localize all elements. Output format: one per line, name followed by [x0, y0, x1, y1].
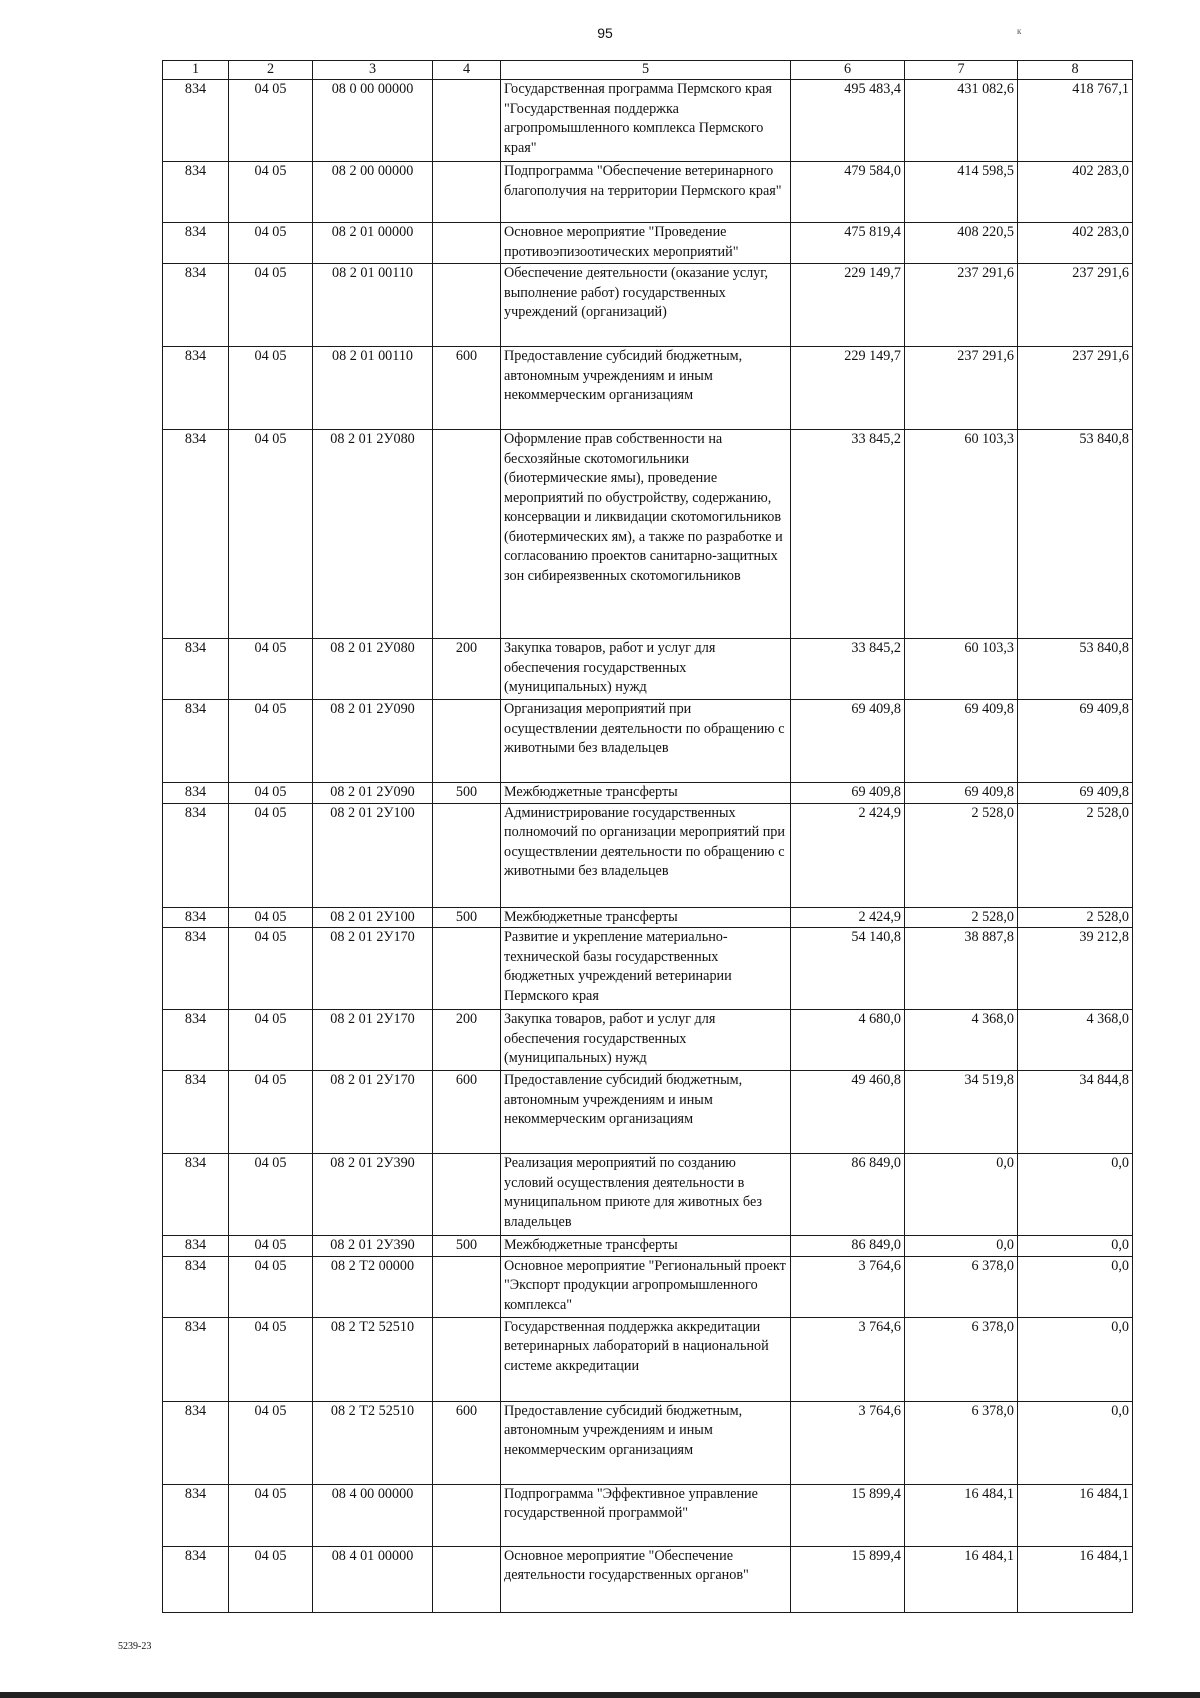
cell-value-2: 60 103,3 — [905, 430, 1018, 639]
cell-value-2: 34 519,8 — [905, 1071, 1018, 1154]
cell-vr — [433, 430, 501, 639]
cell-section: 04 05 — [229, 1236, 313, 1257]
cell-value-2: 16 484,1 — [905, 1546, 1018, 1612]
cell-value-2: 60 103,3 — [905, 639, 1018, 700]
cell-section: 04 05 — [229, 162, 313, 223]
cell-admin: 834 — [163, 162, 229, 223]
cell-value-1: 229 149,7 — [791, 347, 905, 430]
table-row — [163, 1256, 1133, 1317]
cell-value-2: 6 378,0 — [905, 1401, 1018, 1484]
cell-admin: 834 — [163, 803, 229, 907]
cell-admin: 834 — [163, 1256, 229, 1317]
cell-target: 08 2 01 2У390 — [313, 1236, 433, 1257]
document-code: 5239-23 — [118, 1641, 152, 1652]
cell-name: Реализация мероприятий по созданию условий осуществления деятельности в муниципальном приюте для животных без владельцев — [501, 1154, 791, 1236]
header-row — [163, 61, 1133, 80]
table-row — [163, 1236, 1133, 1257]
cell-section: 04 05 — [229, 347, 313, 430]
table-row — [163, 1546, 1133, 1612]
cell-name: Основное мероприятие "Проведение противоэпизоотических мероприятий" — [501, 223, 791, 264]
cell-value-2: 2 528,0 — [905, 907, 1018, 928]
cell-vr — [433, 80, 501, 162]
cell-value-1: 3 764,6 — [791, 1256, 905, 1317]
cell-section: 04 05 — [229, 1010, 313, 1071]
cell-admin: 834 — [163, 347, 229, 430]
cell-value-3: 39 212,8 — [1018, 928, 1133, 1010]
cell-admin: 834 — [163, 907, 229, 928]
cell-value-1: 3 764,6 — [791, 1317, 905, 1401]
cell-target: 08 2 01 2У080 — [313, 430, 433, 639]
cell-value-1: 495 483,4 — [791, 80, 905, 162]
cell-value-1: 4 680,0 — [791, 1010, 905, 1071]
cell-value-3: 418 767,1 — [1018, 80, 1133, 162]
cell-admin: 834 — [163, 80, 229, 162]
budget-table — [162, 60, 1133, 1613]
cell-name: Подпрограмма "Эффективное управление государственной программой" — [501, 1484, 791, 1546]
cell-value-2: 69 409,8 — [905, 700, 1018, 783]
cell-name: Оформление прав собственности на бесхозяйные скотомогильники (биотермические ямы), проведение мероприятий по обустройству, содержанию, консервации и ликвидации скотомогильников (биотермических ям), а также по разработке и согласованию проектов санитарно-защитных зон сибиреязвенных скотомогильников — [501, 430, 791, 639]
table-row — [163, 1484, 1133, 1546]
cell-section: 04 05 — [229, 1401, 313, 1484]
cell-name: Межбюджетные трансферты — [501, 783, 791, 804]
table-row — [163, 783, 1133, 804]
cell-value-3: 0,0 — [1018, 1256, 1133, 1317]
cell-name: Администрирование государственных полномочий по организации мероприятий при осуществлении деятельности по обращению с животными без владельцев — [501, 803, 791, 907]
cell-name: Обеспечение деятельности (оказание услуг, выполнение работ) государственных учреждений (организаций) — [501, 264, 791, 347]
cell-target: 08 2 01 2У170 — [313, 1010, 433, 1071]
table-row — [163, 264, 1133, 347]
cell-value-3: 0,0 — [1018, 1401, 1133, 1484]
cell-value-2: 414 598,5 — [905, 162, 1018, 223]
cell-name: Предоставление субсидий бюджетным, автономным учреждениям и иным некоммерческим организациям — [501, 1401, 791, 1484]
cell-vr — [433, 928, 501, 1010]
cell-admin: 834 — [163, 430, 229, 639]
cell-value-1: 229 149,7 — [791, 264, 905, 347]
cell-name: Государственная программа Пермского края "Государственная поддержка агропромышленного комплекса Пермского края" — [501, 80, 791, 162]
cell-vr — [433, 1484, 501, 1546]
cell-value-2: 16 484,1 — [905, 1484, 1018, 1546]
col-header-1: 1 — [163, 61, 229, 80]
cell-value-3: 4 368,0 — [1018, 1010, 1133, 1071]
cell-value-1: 69 409,8 — [791, 783, 905, 804]
cell-vr — [433, 700, 501, 783]
cell-target: 08 2 01 00000 — [313, 223, 433, 264]
page-number: 95 — [597, 25, 613, 41]
cell-value-1: 15 899,4 — [791, 1484, 905, 1546]
cell-value-2: 408 220,5 — [905, 223, 1018, 264]
cell-value-1: 33 845,2 — [791, 430, 905, 639]
cell-value-3: 34 844,8 — [1018, 1071, 1133, 1154]
cell-vr: 600 — [433, 347, 501, 430]
cell-value-2: 0,0 — [905, 1236, 1018, 1257]
cell-value-1: 15 899,4 — [791, 1546, 905, 1612]
cell-target: 08 4 00 00000 — [313, 1484, 433, 1546]
cell-value-2: 237 291,6 — [905, 264, 1018, 347]
cell-vr — [433, 264, 501, 347]
cell-target: 08 2 01 2У100 — [313, 803, 433, 907]
cell-value-3: 53 840,8 — [1018, 639, 1133, 700]
cell-value-3: 2 528,0 — [1018, 803, 1133, 907]
cell-name: Основное мероприятие "Региональный проект "Экспорт продукции агропромышленного комплекса" — [501, 1256, 791, 1317]
cell-vr: 500 — [433, 907, 501, 928]
cell-name: Межбюджетные трансферты — [501, 907, 791, 928]
table-row — [163, 430, 1133, 639]
cell-section: 04 05 — [229, 1484, 313, 1546]
col-header-2: 2 — [229, 61, 313, 80]
table-row — [163, 639, 1133, 700]
cell-admin: 834 — [163, 1071, 229, 1154]
cell-target: 08 2 00 00000 — [313, 162, 433, 223]
col-header-4: 4 — [433, 61, 501, 80]
cell-section: 04 05 — [229, 1256, 313, 1317]
cell-value-1: 2 424,9 — [791, 907, 905, 928]
cell-target: 08 2 01 00110 — [313, 347, 433, 430]
cell-section: 04 05 — [229, 430, 313, 639]
cell-vr: 200 — [433, 639, 501, 700]
cell-name: Государственная поддержка аккредитации ветеринарных лабораторий в национальной системе аккредитации — [501, 1317, 791, 1401]
cell-value-3: 0,0 — [1018, 1236, 1133, 1257]
cell-target: 08 2 01 2У100 — [313, 907, 433, 928]
cell-admin: 834 — [163, 1401, 229, 1484]
cell-target: 08 2 Т2 00000 — [313, 1256, 433, 1317]
cell-section: 04 05 — [229, 1546, 313, 1612]
col-header-6: 6 — [791, 61, 905, 80]
table-row — [163, 80, 1133, 162]
cell-target: 08 2 01 2У170 — [313, 1071, 433, 1154]
cell-section: 04 05 — [229, 928, 313, 1010]
cell-admin: 834 — [163, 783, 229, 804]
cell-target: 08 2 01 2У090 — [313, 700, 433, 783]
cell-vr — [433, 162, 501, 223]
cell-vr: 500 — [433, 783, 501, 804]
cell-value-3: 237 291,6 — [1018, 264, 1133, 347]
table-row — [163, 700, 1133, 783]
col-header-8: 8 — [1018, 61, 1133, 80]
cell-name: Предоставление субсидий бюджетным, автономным учреждениям и иным некоммерческим организациям — [501, 347, 791, 430]
cell-value-1: 475 819,4 — [791, 223, 905, 264]
cell-name: Основное мероприятие "Обеспечение деятельности государственных органов" — [501, 1546, 791, 1612]
cell-admin: 834 — [163, 1236, 229, 1257]
cell-value-2: 6 378,0 — [905, 1256, 1018, 1317]
cell-name: Предоставление субсидий бюджетным, автономным учреждениям и иным некоммерческим организациям — [501, 1071, 791, 1154]
cell-value-2: 6 378,0 — [905, 1317, 1018, 1401]
cell-target: 08 2 01 2У080 — [313, 639, 433, 700]
cell-value-3: 53 840,8 — [1018, 430, 1133, 639]
cell-value-3: 402 283,0 — [1018, 223, 1133, 264]
cell-vr: 200 — [433, 1010, 501, 1071]
cell-vr — [433, 803, 501, 907]
cell-value-3: 0,0 — [1018, 1317, 1133, 1401]
cell-section: 04 05 — [229, 264, 313, 347]
cell-name: Межбюджетные трансферты — [501, 1236, 791, 1257]
cell-value-1: 49 460,8 — [791, 1071, 905, 1154]
cell-value-2: 2 528,0 — [905, 803, 1018, 907]
cell-name: Закупка товаров, работ и услуг для обеспечения государственных (муниципальных) нужд — [501, 1010, 791, 1071]
cell-name: Закупка товаров, работ и услуг для обеспечения государственных (муниципальных) нужд — [501, 639, 791, 700]
cell-section: 04 05 — [229, 907, 313, 928]
cell-vr: 500 — [433, 1236, 501, 1257]
cell-section: 04 05 — [229, 1317, 313, 1401]
table-row — [163, 223, 1133, 264]
cell-value-3: 2 528,0 — [1018, 907, 1133, 928]
cell-vr — [433, 1256, 501, 1317]
col-header-7: 7 — [905, 61, 1018, 80]
cell-value-2: 0,0 — [905, 1154, 1018, 1236]
cell-admin: 834 — [163, 1484, 229, 1546]
cell-target: 08 2 01 2У390 — [313, 1154, 433, 1236]
cell-target: 08 2 01 2У090 — [313, 783, 433, 804]
table-row — [163, 928, 1133, 1010]
cell-admin: 834 — [163, 1010, 229, 1071]
cell-value-1: 479 584,0 — [791, 162, 905, 223]
cell-vr: 600 — [433, 1401, 501, 1484]
cell-value-3: 237 291,6 — [1018, 347, 1133, 430]
cell-value-3: 16 484,1 — [1018, 1546, 1133, 1612]
cell-section: 04 05 — [229, 639, 313, 700]
cell-section: 04 05 — [229, 80, 313, 162]
cell-value-2: 4 368,0 — [905, 1010, 1018, 1071]
table-row — [163, 1154, 1133, 1236]
cell-value-2: 69 409,8 — [905, 783, 1018, 804]
cell-admin: 834 — [163, 1154, 229, 1236]
table-row — [163, 907, 1133, 928]
cell-target: 08 2 Т2 52510 — [313, 1401, 433, 1484]
table-row — [163, 347, 1133, 430]
cell-admin: 834 — [163, 928, 229, 1010]
cell-admin: 834 — [163, 1317, 229, 1401]
cell-value-1: 33 845,2 — [791, 639, 905, 700]
bottom-scan-edge — [0, 1692, 1200, 1698]
cell-value-3: 69 409,8 — [1018, 783, 1133, 804]
cell-value-3: 402 283,0 — [1018, 162, 1133, 223]
cell-value-3: 16 484,1 — [1018, 1484, 1133, 1546]
cell-value-1: 86 849,0 — [791, 1236, 905, 1257]
cell-value-1: 86 849,0 — [791, 1154, 905, 1236]
table-row — [163, 162, 1133, 223]
col-header-5: 5 — [501, 61, 791, 80]
cell-target: 08 0 00 00000 — [313, 80, 433, 162]
cell-vr — [433, 1154, 501, 1236]
cell-name: Подпрограмма "Обеспечение ветеринарного благополучия на территории Пермского края" — [501, 162, 791, 223]
table-row — [163, 1010, 1133, 1071]
cell-admin: 834 — [163, 264, 229, 347]
cell-admin: 834 — [163, 639, 229, 700]
cell-vr — [433, 1546, 501, 1612]
cell-admin: 834 — [163, 1546, 229, 1612]
col-header-3: 3 — [313, 61, 433, 80]
cell-section: 04 05 — [229, 803, 313, 907]
cell-target: 08 2 Т2 52510 — [313, 1317, 433, 1401]
cell-value-3: 0,0 — [1018, 1154, 1133, 1236]
cell-value-1: 54 140,8 — [791, 928, 905, 1010]
cell-section: 04 05 — [229, 223, 313, 264]
cell-value-1: 3 764,6 — [791, 1401, 905, 1484]
cell-admin: 834 — [163, 223, 229, 264]
cell-target: 08 2 01 00110 — [313, 264, 433, 347]
table-row — [163, 803, 1133, 907]
cell-value-1: 2 424,9 — [791, 803, 905, 907]
cell-value-3: 69 409,8 — [1018, 700, 1133, 783]
cell-vr — [433, 223, 501, 264]
cell-value-1: 69 409,8 — [791, 700, 905, 783]
cell-section: 04 05 — [229, 700, 313, 783]
corner-mark: к — [1017, 26, 1022, 36]
cell-value-2: 38 887,8 — [905, 928, 1018, 1010]
cell-value-2: 237 291,6 — [905, 347, 1018, 430]
cell-target: 08 2 01 2У170 — [313, 928, 433, 1010]
cell-value-2: 431 082,6 — [905, 80, 1018, 162]
cell-section: 04 05 — [229, 1154, 313, 1236]
cell-name: Организация мероприятий при осуществлении деятельности по обращению с животными без владельцев — [501, 700, 791, 783]
cell-admin: 834 — [163, 700, 229, 783]
cell-section: 04 05 — [229, 783, 313, 804]
cell-vr — [433, 1317, 501, 1401]
cell-section: 04 05 — [229, 1071, 313, 1154]
cell-target: 08 4 01 00000 — [313, 1546, 433, 1612]
table-row — [163, 1401, 1133, 1484]
cell-name: Развитие и укрепление материально-технической базы государственных бюджетных учреждений ветеринарии Пермского края — [501, 928, 791, 1010]
cell-vr: 600 — [433, 1071, 501, 1154]
table-row — [163, 1317, 1133, 1401]
table-row — [163, 1071, 1133, 1154]
